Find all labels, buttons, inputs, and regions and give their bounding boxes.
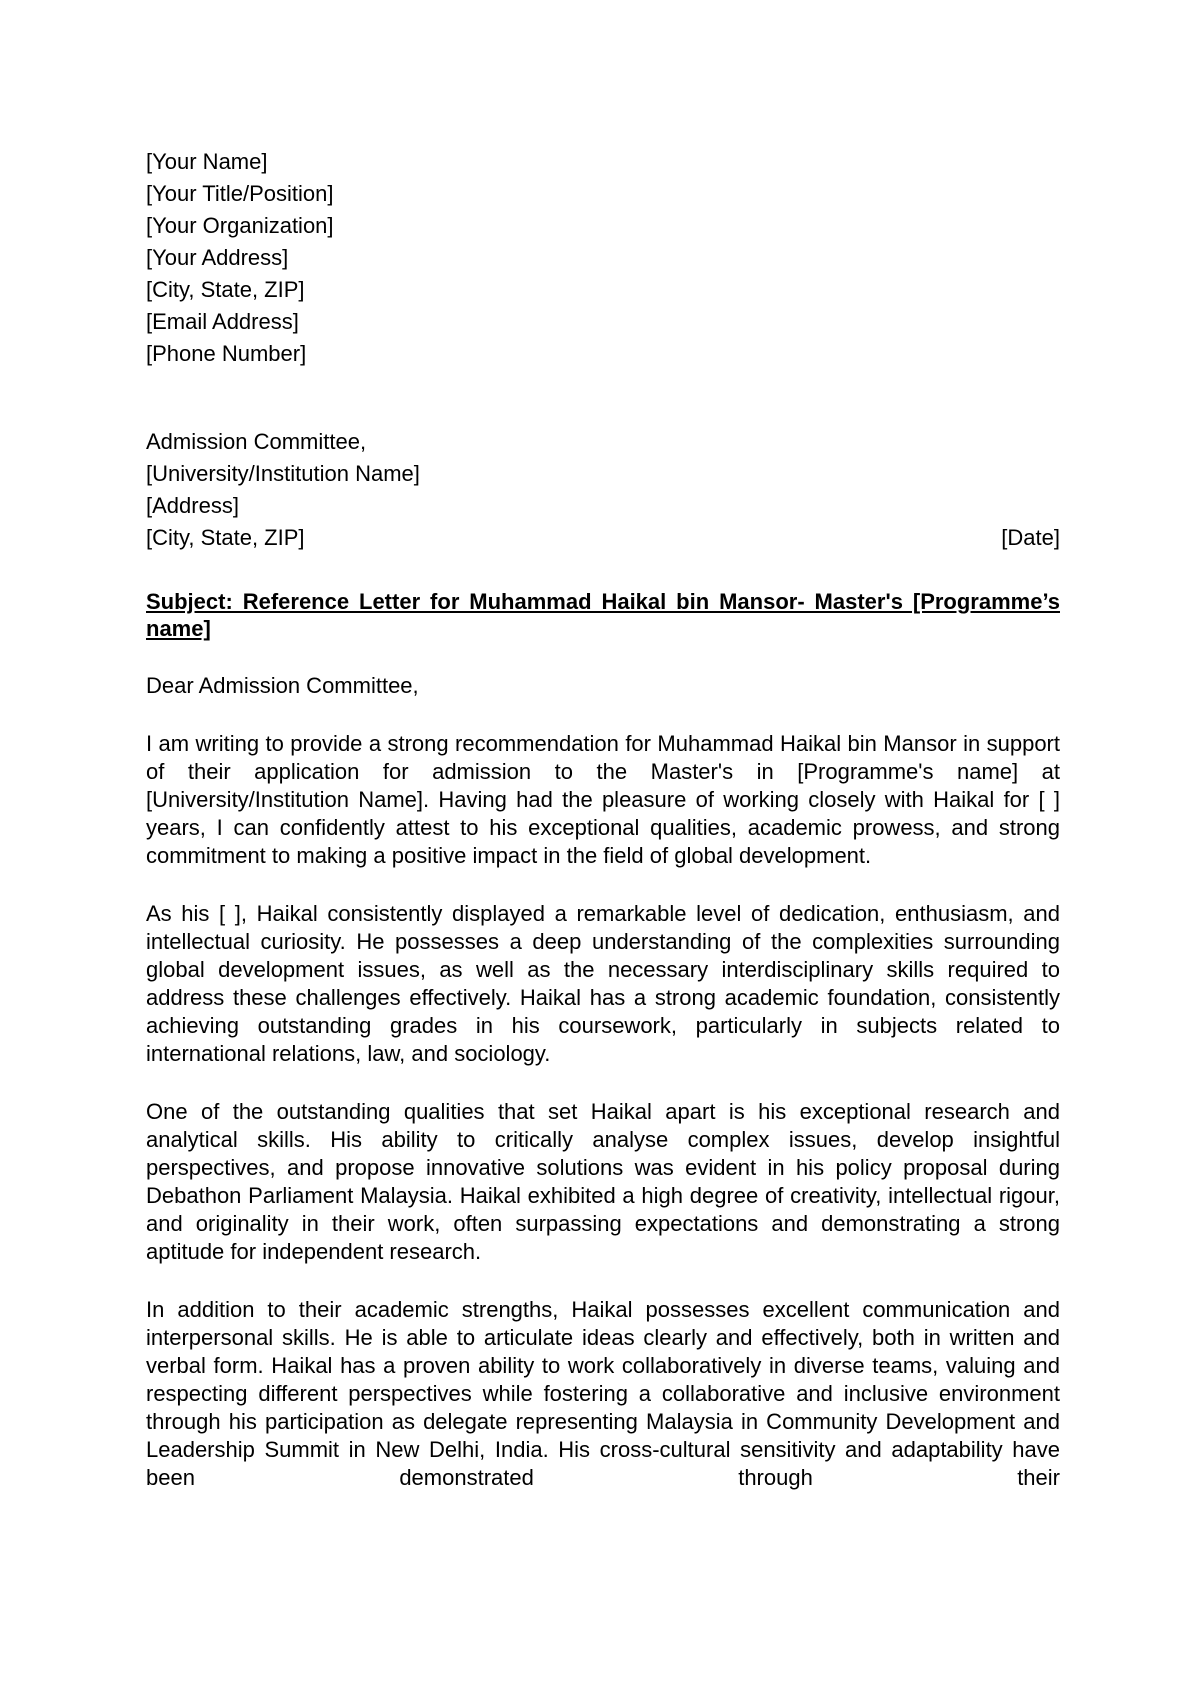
sender-email: [Email Address]: [146, 309, 299, 334]
sender-organization: [Your Organization]: [146, 213, 334, 238]
sender-phone: [Phone Number]: [146, 341, 307, 366]
sender-name: [Your Name]: [146, 149, 268, 174]
body-paragraph-1: I am writing to provide a strong recommendation for Muhammad Haikal bin Mansor in support of their application for admission to the Master's in [Programme's name] at [University/Institution Name]. Having had the pleasure of working closely with Haikal for [ ] years, I can confidently attest to his exceptional qualities, academic prowess, and strong commitment to making a positive impact in the field of global development.: [146, 731, 1060, 868]
recipient-city-date-row: [146, 522, 1060, 554]
recipient-committee: Admission Committee,: [146, 429, 367, 454]
sender-block: [146, 146, 1060, 370]
recipient-institution: [University/Institution Name]: [146, 461, 420, 486]
salutation: Dear Admission Committee,: [146, 673, 419, 698]
body-paragraph-2: As his [ ], Haikal consistently displayed a remarkable level of dedication, enthusiasm, and intellectual curiosity. He possesses a deep understanding of the complexities surrounding global development issues, as well as the necessary interdisciplinary skills required to address these challenges effectively. Haikal has a strong academic foundation, consistently achieving outstanding grades in his coursework, particularly in subjects related to international relations, law, and sociology.: [146, 901, 1060, 1066]
sender-city-state-zip: [City, State, ZIP]: [146, 277, 305, 302]
letter-date: [Date]: [1001, 525, 1060, 550]
recipient-block: [146, 426, 1060, 554]
body-paragraph-4: In addition to their academic strengths, Haikal possesses excellent communication and interpersonal skills. He is able to articulate ideas clearly and effectively, both in written and verbal form. Haikal has a proven ability to work collaboratively in diverse teams, valuing and respecting different perspectives while fostering a collaborative and inclusive environment through his participation as delegate representing Malaysia in Community Development and Leadership Summit in New Delhi, India. His cross-cultural sensitivity and adaptability have been demonstrated through their: [146, 1297, 1060, 1490]
recipient-address: [Address]: [146, 493, 239, 518]
letter-page: [146, 146, 1060, 1492]
sender-address: [Your Address]: [146, 245, 289, 270]
body-paragraph-3: One of the outstanding qualities that set Haikal apart is his exceptional research and analytical skills. His ability to critically analyse complex issues, develop insightful perspectives, and propose innovative solutions was evident in his policy proposal during Debathon Parliament Malaysia. Haikal exhibited a high degree of creativity, intellectual rigour, and originality in their work, often surpassing expectations and demonstrating a strong aptitude for independent research.: [146, 1099, 1060, 1264]
sender-title: [Your Title/Position]: [146, 181, 334, 206]
recipient-city-state-zip: [City, State, ZIP]: [146, 525, 305, 550]
subject-line: Subject: Reference Letter for Muhammad Haikal bin Mansor- Master's [Programme’s name]: [146, 589, 1060, 641]
